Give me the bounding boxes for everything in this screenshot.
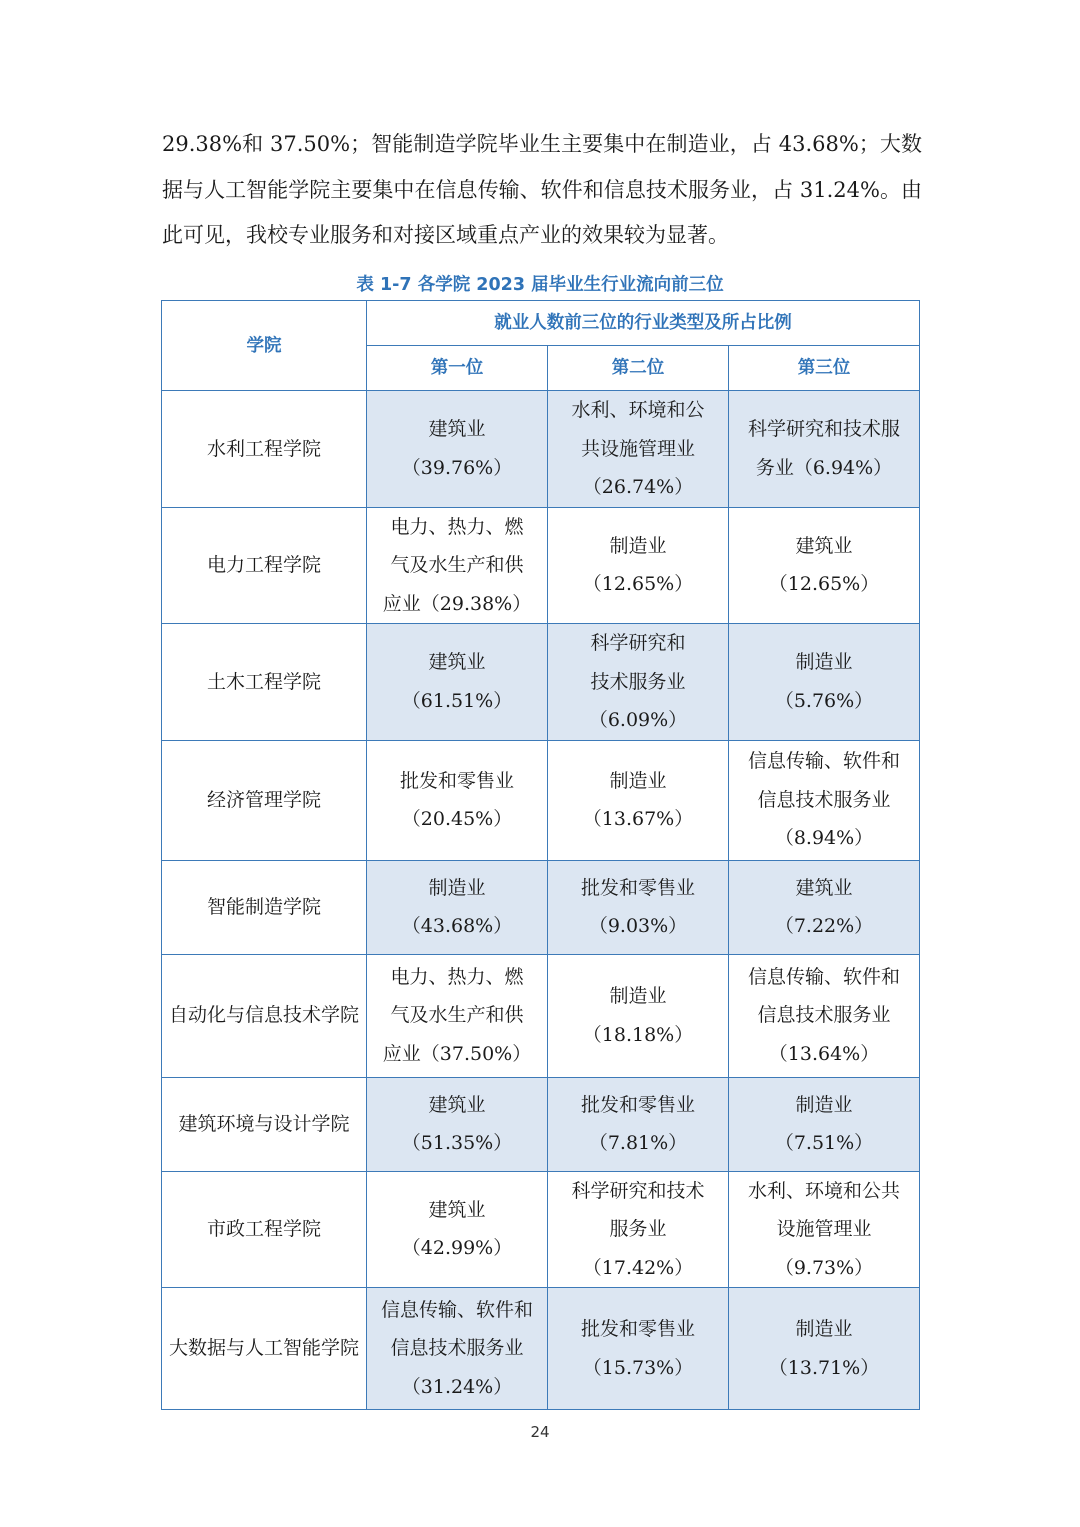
third-cell: 制造业 （5.76%） xyxy=(729,624,920,741)
first-cell: 电力、热力、燃 气及水生产和供 应业（37.50%） xyxy=(367,954,548,1077)
third-cell: 信息传输、软件和 信息技术服务业 （13.64%） xyxy=(729,954,920,1077)
first-cell: 电力、热力、燃 气及水生产和供 应业（29.38%） xyxy=(367,507,548,624)
college-cell: 智能制造学院 xyxy=(162,860,367,954)
second-cell: 批发和零售业 （15.73%） xyxy=(548,1288,729,1410)
table-row xyxy=(162,740,920,860)
third-cell: 建筑业 （12.65%） xyxy=(729,507,920,624)
college-cell: 经济管理学院 xyxy=(162,740,367,860)
college-cell: 土木工程学院 xyxy=(162,624,367,741)
first-cell: 建筑业 （42.99%） xyxy=(367,1171,548,1288)
college-cell: 建筑环境与设计学院 xyxy=(162,1077,367,1171)
first-cell: 建筑业 （39.76%） xyxy=(367,391,548,508)
table-caption: 表 1-7 各学院 2023 届毕业生行业流向前三位 xyxy=(356,275,724,295)
first-cell: 批发和零售业 （20.45%） xyxy=(367,740,548,860)
second-cell: 科学研究和技术 服务业 （17.42%） xyxy=(548,1171,729,1288)
table-row xyxy=(162,624,920,741)
header-group: 就业人数前三位的行业类型及所占比例 xyxy=(367,301,920,346)
third-cell: 制造业 （7.51%） xyxy=(729,1077,920,1171)
third-cell: 建筑业 （7.22%） xyxy=(729,860,920,954)
body-paragraph: 29.38%和 37.50%；智能制造学院毕业生主要集中在制造业，占 43.68%；大数据与人工智能学院主要集中在信息传输、软件和信息技术服务业，占 31.24%。由此可见，我校专业服务和对接区域重点产业的效果较为显著。 xyxy=(162,132,922,247)
college-cell: 水利工程学院 xyxy=(162,391,367,508)
table-row xyxy=(162,1077,920,1171)
table-row xyxy=(162,860,920,954)
industry-flow-table xyxy=(161,300,920,1410)
second-cell: 制造业 （13.67%） xyxy=(548,740,729,860)
third-cell: 信息传输、软件和 信息技术服务业 （8.94%） xyxy=(729,740,920,860)
header-college: 学院 xyxy=(162,301,367,391)
first-cell: 建筑业 （61.51%） xyxy=(367,624,548,741)
second-cell: 制造业 （12.65%） xyxy=(548,507,729,624)
table-row xyxy=(162,1171,920,1288)
first-cell: 建筑业 （51.35%） xyxy=(367,1077,548,1171)
second-cell: 科学研究和 技术服务业 （6.09%） xyxy=(548,624,729,741)
table-row xyxy=(162,954,920,1077)
header-third: 第三位 xyxy=(729,346,920,391)
third-cell: 制造业 （13.71%） xyxy=(729,1288,920,1410)
table-row xyxy=(162,1288,920,1410)
second-cell: 水利、环境和公 共设施管理业 （26.74%） xyxy=(548,391,729,508)
second-cell: 制造业 （18.18%） xyxy=(548,954,729,1077)
college-cell: 大数据与人工智能学院 xyxy=(162,1288,367,1410)
college-cell: 市政工程学院 xyxy=(162,1171,367,1288)
college-cell: 电力工程学院 xyxy=(162,507,367,624)
page-number: 24 xyxy=(530,1423,550,1441)
header-second: 第二位 xyxy=(548,346,729,391)
table-row xyxy=(162,391,920,508)
table-row xyxy=(162,507,920,624)
first-cell: 信息传输、软件和 信息技术服务业 （31.24%） xyxy=(367,1288,548,1410)
third-cell: 水利、环境和公共 设施管理业 （9.73%） xyxy=(729,1171,920,1288)
third-cell: 科学研究和技术服 务业（6.94%） xyxy=(729,391,920,508)
second-cell: 批发和零售业 （9.03%） xyxy=(548,860,729,954)
header-first: 第一位 xyxy=(367,346,548,391)
college-cell: 自动化与信息技术学院 xyxy=(162,954,367,1077)
second-cell: 批发和零售业 （7.81%） xyxy=(548,1077,729,1171)
first-cell: 制造业 （43.68%） xyxy=(367,860,548,954)
